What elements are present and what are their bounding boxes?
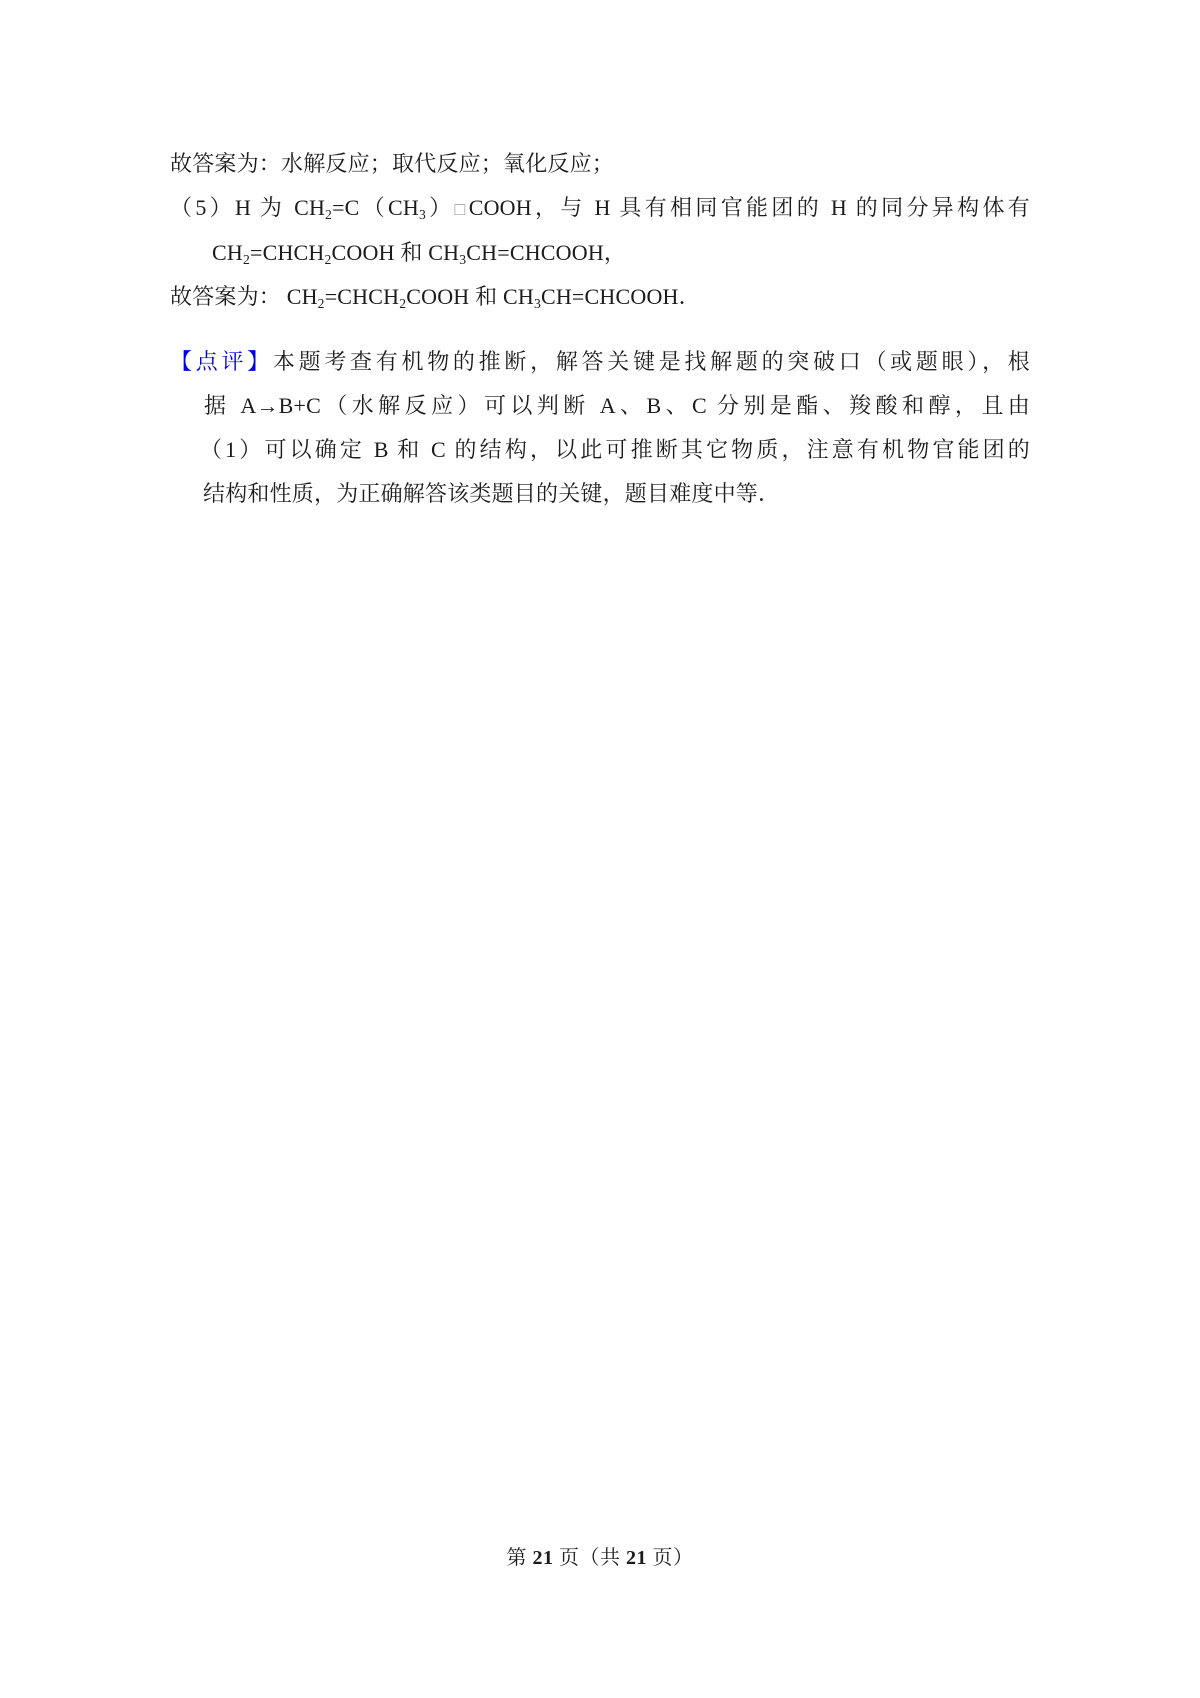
text-segment: 3 xyxy=(459,251,467,267)
text-segment: 页（共 xyxy=(553,1547,626,1569)
text-segment: CH=CHCOOH． xyxy=(540,284,701,309)
comment-line-1 xyxy=(170,340,1030,384)
text-segment: 3 xyxy=(418,206,426,222)
text-segment: 2 xyxy=(399,295,407,311)
text-segment: （1）可以确定 B 和 C 的结构，以此可推断其它物质，注意有机物官能团的 xyxy=(200,437,1030,462)
text-segment: 故答案为：水解反应；取代反应；氧化反应； xyxy=(170,151,615,176)
text-segment: 2 xyxy=(242,251,250,267)
text-segment: CH xyxy=(212,240,243,265)
text-segment: 21 xyxy=(626,1547,647,1569)
text-segment: 21 xyxy=(532,1547,554,1569)
text-segment: CH=CHCOOH， xyxy=(466,240,627,265)
comment-line-4 xyxy=(170,472,1030,516)
text-segment: 故答案为： CH xyxy=(170,284,318,309)
text-segment: 结构和性质，为正确解答该类题目的关键，题目难度中等． xyxy=(203,481,781,506)
answer-summary-line-2 xyxy=(170,275,1030,319)
answer-summary-line-1 xyxy=(170,142,1030,186)
text-segment: 页） xyxy=(647,1547,694,1569)
text-segment: =CHCH xyxy=(249,240,325,265)
comment-line-3 xyxy=(170,428,1030,472)
text-segment: =C（CH xyxy=(332,195,419,220)
text-segment: 据 A→B+C（水解反应）可以判断 A、B、C 分别是酯、羧酸和醇，且由 xyxy=(204,393,1030,418)
placeholder-box-glyph: □ xyxy=(454,199,469,219)
text-segment: COOH，与 H 具有相同官能团的 H 的同分异构体有 xyxy=(468,195,1031,220)
text-segment: （5）H 为 CH xyxy=(170,195,326,220)
isomer-formula-line xyxy=(170,231,1030,275)
text-segment: ） xyxy=(426,195,455,220)
comment-line-2 xyxy=(170,384,1030,428)
text-segment: 3 xyxy=(533,295,541,311)
text-segment: COOH 和 CH xyxy=(406,284,534,309)
text-segment: 2 xyxy=(324,251,332,267)
text-segment: 本题考查有机物的推断，解答关键是找解题的突破口（或题眼），根 xyxy=(272,349,1030,374)
text-segment: 2 xyxy=(317,295,325,311)
page-footer xyxy=(0,1544,1200,1572)
text-segment: 2 xyxy=(325,206,333,222)
text-segment: COOH 和 CH xyxy=(331,240,460,265)
text-segment: =CHCH xyxy=(324,284,400,309)
point-5-line xyxy=(170,186,1030,231)
document-body xyxy=(170,142,1030,516)
text-segment: 【点评】 xyxy=(170,349,273,374)
text-segment: 第 xyxy=(506,1547,533,1569)
